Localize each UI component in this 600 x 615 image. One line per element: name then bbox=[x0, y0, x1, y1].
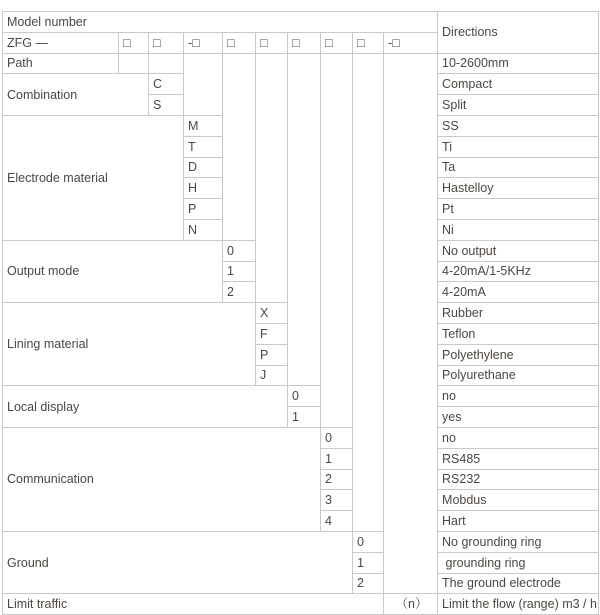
direction-cell: Split bbox=[438, 95, 599, 116]
code-cell: 0 bbox=[223, 240, 256, 261]
code-cell: M bbox=[184, 115, 223, 136]
code-cell: 2 bbox=[353, 573, 384, 594]
direction-cell: 10-2600mm bbox=[438, 53, 599, 74]
code-cell: 0 bbox=[288, 386, 321, 407]
code-cell: P bbox=[184, 199, 223, 220]
code-cell: F bbox=[256, 323, 288, 344]
code-cell: X bbox=[256, 303, 288, 324]
direction-cell: no bbox=[438, 427, 599, 448]
table-row bbox=[3, 12, 599, 33]
direction-cell: The ground electrode bbox=[438, 573, 599, 594]
code-cell: 1 bbox=[321, 448, 353, 469]
table-row bbox=[3, 531, 599, 552]
direction-cell: RS485 bbox=[438, 448, 599, 469]
table-row bbox=[3, 53, 599, 74]
digit-box-3: -□ bbox=[184, 32, 223, 53]
group-label-electrode-material: Electrode material bbox=[3, 115, 184, 240]
empty-column-cell bbox=[149, 53, 184, 74]
code-cell: P bbox=[256, 344, 288, 365]
code-cell: 2 bbox=[321, 469, 353, 490]
code-cell: 1 bbox=[353, 552, 384, 573]
digit-box-6: □ bbox=[288, 32, 321, 53]
code-cell: T bbox=[184, 136, 223, 157]
direction-cell: Pt bbox=[438, 199, 599, 220]
digit-box-2: □ bbox=[149, 32, 184, 53]
group-label-combination: Combination bbox=[3, 74, 149, 116]
digit-box-4: □ bbox=[223, 32, 256, 53]
code-cell: J bbox=[256, 365, 288, 386]
direction-cell: 4-20mA/1-5KHz bbox=[438, 261, 599, 282]
empty-column-strip bbox=[223, 53, 256, 240]
table-row bbox=[3, 427, 599, 448]
code-cell: 1 bbox=[288, 407, 321, 428]
direction-cell: Rubber bbox=[438, 303, 599, 324]
code-cell: （n） bbox=[384, 594, 438, 615]
model-prefix-cell: ZFG — bbox=[3, 32, 119, 53]
direction-cell: Polyurethane bbox=[438, 365, 599, 386]
group-label-lining-material: Lining material bbox=[3, 303, 256, 386]
direction-cell: RS232 bbox=[438, 469, 599, 490]
group-label-output-mode: Output mode bbox=[3, 240, 223, 302]
direction-cell: No output bbox=[438, 240, 599, 261]
direction-cell: Ni bbox=[438, 219, 599, 240]
direction-cell: no bbox=[438, 386, 599, 407]
table-row bbox=[3, 594, 599, 615]
group-label-local-display: Local display bbox=[3, 386, 288, 428]
direction-cell: 4-20mA bbox=[438, 282, 599, 303]
direction-cell: Ta bbox=[438, 157, 599, 178]
empty-column-strip bbox=[184, 53, 223, 115]
direction-cell: SS bbox=[438, 115, 599, 136]
direction-cell: No grounding ring bbox=[438, 531, 599, 552]
direction-cell: Hastelloy bbox=[438, 178, 599, 199]
direction-cell: grounding ring bbox=[438, 552, 599, 573]
digit-box-8: □ bbox=[353, 32, 384, 53]
group-label-path: Path bbox=[3, 53, 119, 74]
direction-cell: Limit the flow (range) m3 / h bbox=[438, 594, 599, 615]
code-cell: 4 bbox=[321, 511, 353, 532]
direction-cell: Compact bbox=[438, 74, 599, 95]
model-number-table bbox=[2, 11, 599, 615]
code-cell: 3 bbox=[321, 490, 353, 511]
path-code-cell bbox=[119, 53, 149, 74]
digit-box-7: □ bbox=[321, 32, 353, 53]
empty-column-strip bbox=[353, 53, 384, 531]
code-cell: 2 bbox=[223, 282, 256, 303]
model-number-header: Model number bbox=[3, 12, 438, 33]
code-cell: D bbox=[184, 157, 223, 178]
empty-column-strip bbox=[256, 53, 288, 303]
direction-cell: Mobdus bbox=[438, 490, 599, 511]
empty-column-strip bbox=[288, 53, 321, 386]
empty-column-strip bbox=[384, 53, 438, 594]
code-cell: 0 bbox=[321, 427, 353, 448]
code-cell: N bbox=[184, 219, 223, 240]
digit-box-5: □ bbox=[256, 32, 288, 53]
digit-box-1: □ bbox=[119, 32, 149, 53]
code-cell: H bbox=[184, 178, 223, 199]
direction-cell: Teflon bbox=[438, 323, 599, 344]
table-row bbox=[3, 386, 599, 407]
digit-box-9: -□ bbox=[384, 32, 438, 53]
code-cell: 1 bbox=[223, 261, 256, 282]
group-label-ground: Ground bbox=[3, 531, 353, 593]
direction-cell: yes bbox=[438, 407, 599, 428]
code-cell: 0 bbox=[353, 531, 384, 552]
direction-cell: Polyethylene bbox=[438, 344, 599, 365]
directions-header: Directions bbox=[438, 12, 599, 54]
code-cell: S bbox=[149, 95, 184, 116]
code-cell: C bbox=[149, 74, 184, 95]
direction-cell: Hart bbox=[438, 511, 599, 532]
empty-column-strip bbox=[321, 53, 353, 427]
direction-cell: Ti bbox=[438, 136, 599, 157]
group-label-communication: Communication bbox=[3, 427, 321, 531]
group-label-limit-traffic: Limit traffic bbox=[3, 594, 384, 615]
model-number-table-wrap bbox=[2, 11, 599, 615]
